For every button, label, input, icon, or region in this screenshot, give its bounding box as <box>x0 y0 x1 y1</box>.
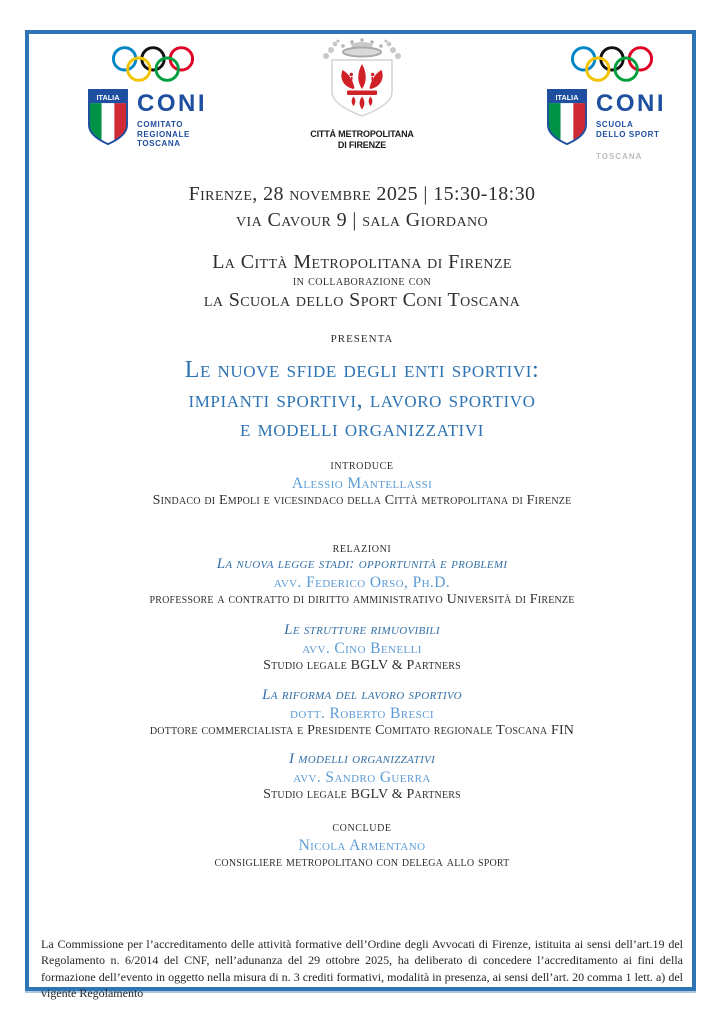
event-title-line: Le nuove sfide degli enti sportivi: <box>184 357 540 383</box>
talk-speaker: dott. Roberto Bresci <box>290 704 434 722</box>
coni-sub-line: REGIONALE <box>137 129 190 139</box>
olympic-rings-icon <box>110 44 196 84</box>
coni-region-label: TOSCANA <box>596 152 643 161</box>
florence-caption-line: CITTÀ METROPOLITANA <box>310 129 414 140</box>
accreditation-note: La Commissione per l’accreditamento delle attività formative dell’Ordine degli Avvocati di Firenze, istituita ai sensi dell’art.19 del Regolamento n. 6/2014 del CNF, nell’adunanza del 29 ottobre 2025, ha deliberato di concedere l’accreditamento ai fini della formazione dell’evento in oggetto nella misura di n. 3 crediti formativi, modalità in presenza, ai sensi dell’art. 20 comma 1 lett. a) del vigente Regolamento <box>41 937 683 1000</box>
florence-crest-caption <box>305 129 419 151</box>
event-venue: via Cavour 9 | sala Giordano <box>236 209 488 231</box>
talk-speaker: avv. Federico Orso, Ph.D. <box>273 573 451 591</box>
talk-item <box>0 687 724 740</box>
introduce-label: introduce <box>330 457 394 473</box>
event-date: Firenze, 28 novembre 2025 | 15:30-18:30 <box>188 183 536 205</box>
florence-crest-icon <box>307 36 417 120</box>
crest-crown <box>323 38 401 59</box>
coni-left-subtitle <box>137 120 207 149</box>
talk-topic: I modelli organizzativi <box>288 751 436 767</box>
talk-item <box>0 751 724 804</box>
collaboration-note: in collaborazione con <box>292 274 432 289</box>
talk-speaker: avv. Cino Benelli <box>302 639 422 657</box>
event-title-line: impianti sportivi, lavoro sportivo <box>188 386 536 413</box>
talk-topic: La nuova legge stadi: opportunità e problemi <box>216 556 508 572</box>
talk-speaker: avv. Sandro Guerra <box>293 768 431 786</box>
coni-sub-line: COMITATO <box>137 120 184 129</box>
talk-item <box>0 556 724 609</box>
introducer-role: Sindaco di Empoli e vicesindaco della Città metropolitana di Firenze <box>152 493 572 508</box>
event-title-line: e modelli organizzativi <box>240 416 484 442</box>
talk-role: professore a contratto di diritto amministrativo Università di Firenze <box>149 592 575 607</box>
talk-role: Studio legale BGLV & Partners <box>263 787 461 802</box>
italia-shield-label: ITALIA <box>96 92 120 102</box>
talk-role: Studio legale BGLV & Partners <box>263 658 461 673</box>
coni-wordmark: CONI <box>137 90 207 117</box>
italia-tricolor-shield-icon <box>86 87 130 147</box>
coni-shield-and-wordmark <box>86 87 207 149</box>
relazioni-label <box>0 540 724 558</box>
introduce-section <box>0 457 724 510</box>
talk-topic: La riforma del lavoro sportivo <box>262 687 462 703</box>
relazioni-label-text: relazioni <box>332 540 392 556</box>
citta-metropolitana-firenze-logo <box>302 36 422 151</box>
italia-tricolor-shield-icon <box>545 87 589 147</box>
introducer-name: Alessio Mantellassi <box>291 474 433 492</box>
partner-name: la Scuola dello Sport Coni Toscana <box>203 289 521 311</box>
coni-sub-line: TOSCANA <box>137 139 181 148</box>
event-when-where <box>0 181 724 233</box>
coni-wordmark: CONI <box>596 90 666 117</box>
olympic-rings-icon <box>569 44 655 84</box>
event-title <box>0 356 724 445</box>
talk-topic: Le strutture rimuovibili <box>284 622 440 638</box>
conclude-section <box>0 819 724 872</box>
coni-sub-line: DELLO SPORT <box>596 129 660 139</box>
coni-right-subtitle <box>596 120 666 139</box>
concluder-name: Nicola Armentano <box>298 836 426 854</box>
conclude-label: conclude <box>332 819 392 835</box>
italia-shield-label: ITALIA <box>555 92 579 102</box>
coni-scuola-sport-logo <box>545 44 666 161</box>
coni-shield-and-wordmark <box>545 87 666 161</box>
coni-sub-line: SCUOLA <box>596 120 634 129</box>
concluder-role: consigliere metropolitano con delega allo sport <box>214 855 510 870</box>
talk-item <box>0 622 724 675</box>
florence-caption-line: DI FIRENZE <box>337 140 387 151</box>
talk-role: dottore commercialista e Presidente Comitato regionale Toscana FIN <box>149 723 575 738</box>
organizer-name: La Città Metropolitana di Firenze <box>212 251 512 273</box>
presents-label: presenta <box>330 330 394 346</box>
coni-comitato-toscana-logo <box>86 44 207 149</box>
